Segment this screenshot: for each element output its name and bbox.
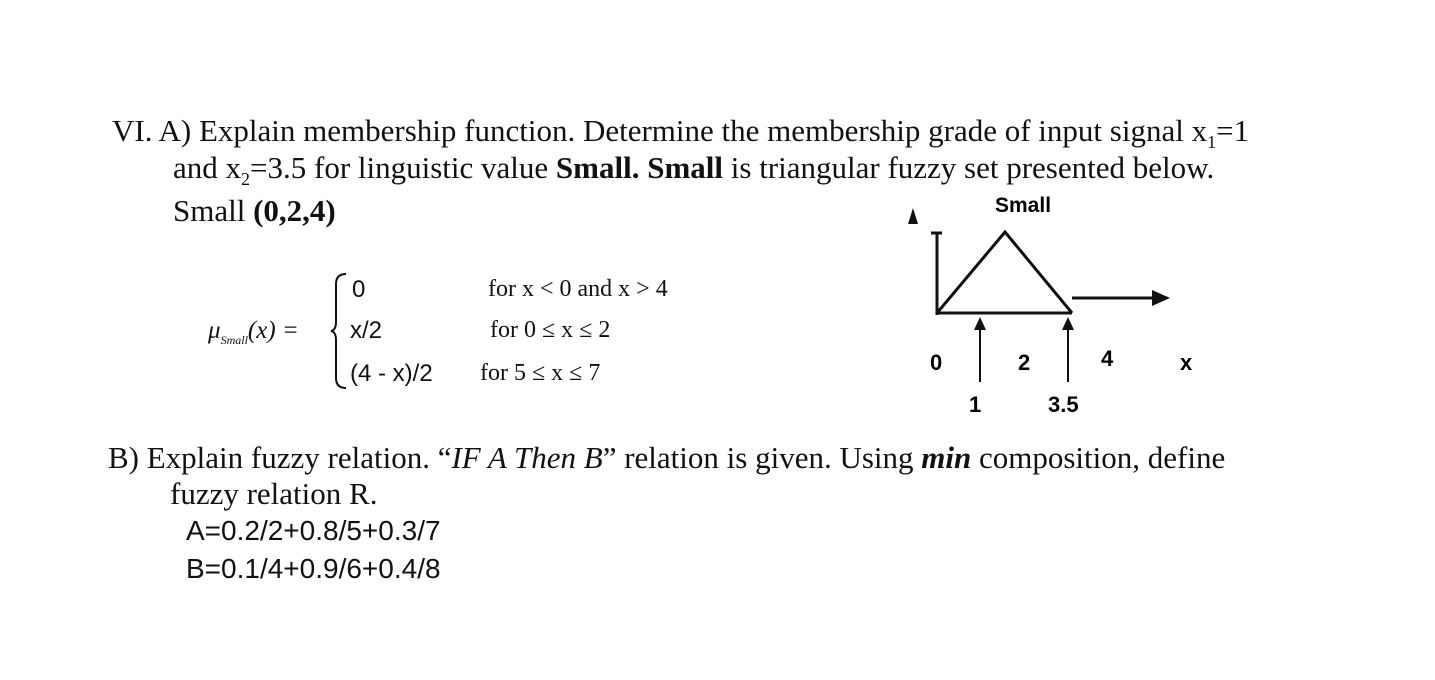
input-label-1: 1 xyxy=(969,392,982,417)
x-axis-arrowhead xyxy=(1152,290,1170,306)
case-1-condition: for x < 0 and x > 4 xyxy=(488,276,668,302)
triangle-shape xyxy=(937,232,1072,313)
mu-symbol: μ xyxy=(208,317,221,344)
partb-text-3: composition, define xyxy=(971,440,1226,475)
case-1-value: 0 xyxy=(352,276,366,303)
case-2-condition: for 0 ≤ x ≤ 2 xyxy=(490,317,611,343)
x1-subscript: 1 xyxy=(1207,132,1217,153)
input-arrow-2-head xyxy=(1062,317,1074,330)
question-line-3 xyxy=(173,193,336,229)
set-a-equation: A=0.2/2+0.8/5+0.3/7 xyxy=(186,515,441,546)
small-label: Small xyxy=(173,193,254,228)
lhs-text: (x) = xyxy=(247,317,299,344)
question-b-line-1 xyxy=(108,440,1225,476)
set-b-equation: B=0.1/4+0.9/6+0.4/8 xyxy=(186,553,441,584)
question-number: VI. xyxy=(112,113,153,148)
x1-value: =1 xyxy=(1216,113,1250,148)
text-and-x: and x xyxy=(173,150,242,185)
tick-label-4: 4 xyxy=(1101,346,1114,371)
x2-subscript: 2 xyxy=(241,169,251,190)
small-bold-1: Small. xyxy=(555,150,640,185)
case-3-condition: for 5 ≤ x ≤ 7 xyxy=(480,360,601,386)
partb-text-1: B) Explain fuzzy relation. “ xyxy=(108,440,452,475)
question-line-1 xyxy=(112,113,1249,153)
mu-subscript: Small xyxy=(220,333,248,347)
membership-lhs xyxy=(208,317,299,348)
partb-text-2: ” relation is given. Using xyxy=(602,440,922,475)
input-label-3-5: 3.5 xyxy=(1048,392,1079,417)
tick-label-0: 0 xyxy=(930,350,943,375)
case-3-value: (4 - x)/2 xyxy=(350,360,433,387)
small-bold-2: Small xyxy=(647,150,724,185)
y-axis-arrowhead xyxy=(908,208,918,224)
question-b-line-2: fuzzy relation R. xyxy=(170,476,378,511)
input-arrow-1-head xyxy=(974,317,986,330)
axis-label-x: x xyxy=(1180,350,1193,375)
curly-brace-icon xyxy=(330,272,348,390)
question-line-2 xyxy=(173,150,1214,190)
text-triangular: is triangular fuzzy set presented below. xyxy=(723,150,1215,185)
triangular-membership-graph xyxy=(900,190,1220,425)
partb-min: min xyxy=(921,440,972,475)
text-linguistic: =3.5 for linguistic value xyxy=(250,150,556,185)
graph-title: Small xyxy=(995,194,1052,217)
small-params: (0,2,4) xyxy=(253,193,336,228)
tick-label-2: 2 xyxy=(1018,350,1031,375)
question-text-a1: A) Explain membership function. Determine the membership grade of input signal x xyxy=(158,113,1208,148)
case-2-value: x/2 xyxy=(350,317,383,344)
partb-quote: IF A Then B xyxy=(451,440,603,475)
